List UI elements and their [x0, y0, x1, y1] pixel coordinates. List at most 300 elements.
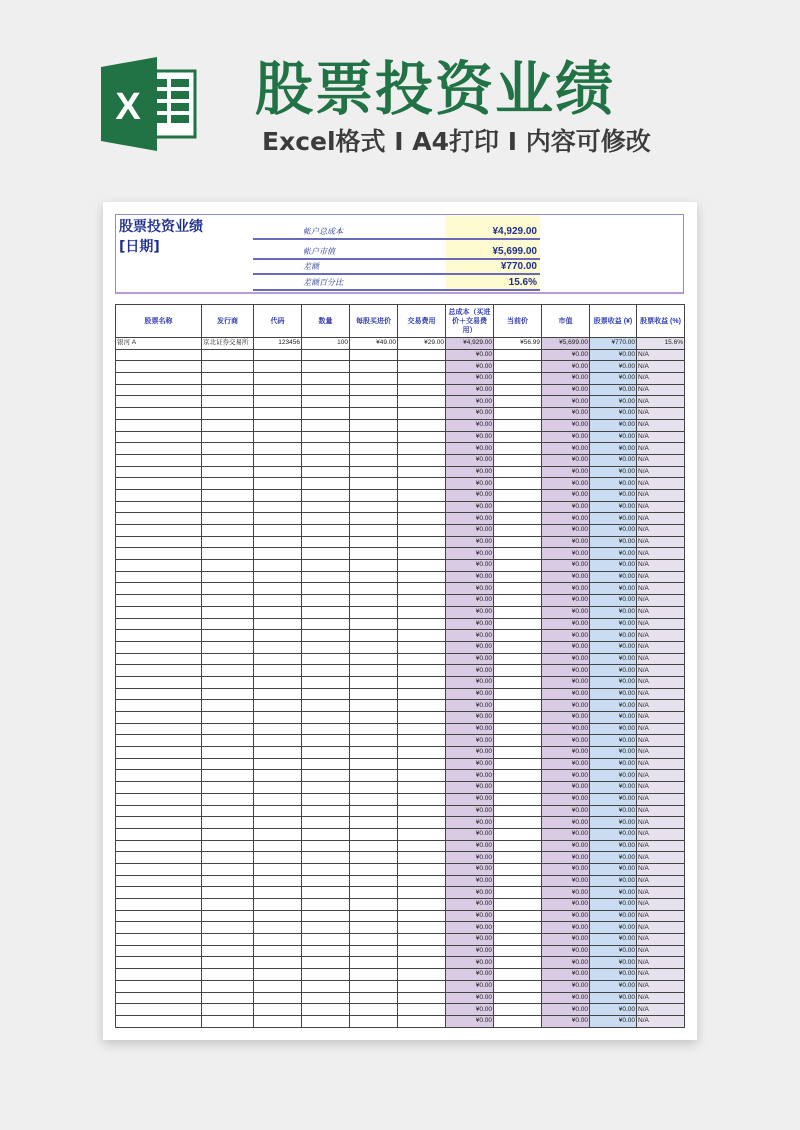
cell-market-value[interactable]: ¥0.00: [542, 910, 590, 922]
cell-gain-percent[interactable]: N/A: [637, 478, 685, 490]
cell-code[interactable]: [254, 969, 302, 981]
cell-current-price[interactable]: [494, 805, 542, 817]
cell-gain-percent[interactable]: N/A: [637, 595, 685, 607]
cell-total-cost[interactable]: ¥0.00: [446, 653, 494, 665]
cell-market-value[interactable]: ¥0.00: [542, 560, 590, 572]
cell-code[interactable]: [254, 980, 302, 992]
cell-current-price[interactable]: [494, 361, 542, 373]
cell-issuer[interactable]: [202, 758, 254, 770]
cell-issuer[interactable]: [202, 384, 254, 396]
cell-current-price[interactable]: [494, 606, 542, 618]
cell-buy-price[interactable]: [350, 758, 398, 770]
cell-stock-name[interactable]: [116, 934, 202, 946]
cell-buy-price[interactable]: [350, 852, 398, 864]
cell-code[interactable]: [254, 992, 302, 1004]
cell-total-cost[interactable]: ¥4,929.00: [446, 338, 494, 350]
cell-gain-percent[interactable]: N/A: [637, 665, 685, 677]
cell-buy-price[interactable]: [350, 782, 398, 794]
cell-market-value[interactable]: ¥0.00: [542, 1004, 590, 1016]
cell-issuer[interactable]: [202, 688, 254, 700]
cell-buy-price[interactable]: [350, 875, 398, 887]
cell-gain-amount[interactable]: ¥0.00: [590, 828, 637, 840]
cell-fee[interactable]: [398, 641, 446, 653]
cell-gain-percent[interactable]: N/A: [637, 735, 685, 747]
cell-code[interactable]: [254, 396, 302, 408]
cell-buy-price[interactable]: [350, 560, 398, 572]
cell-quantity[interactable]: [302, 560, 350, 572]
cell-fee[interactable]: [398, 349, 446, 361]
cell-stock-name[interactable]: [116, 688, 202, 700]
cell-gain-percent[interactable]: N/A: [637, 863, 685, 875]
cell-fee[interactable]: [398, 1004, 446, 1016]
cell-gain-amount[interactable]: ¥0.00: [590, 910, 637, 922]
cell-fee[interactable]: [398, 489, 446, 501]
cell-current-price[interactable]: [494, 723, 542, 735]
cell-market-value[interactable]: ¥0.00: [542, 793, 590, 805]
cell-fee[interactable]: [398, 583, 446, 595]
cell-stock-name[interactable]: [116, 373, 202, 385]
cell-quantity[interactable]: [302, 466, 350, 478]
cell-code[interactable]: [254, 712, 302, 724]
cell-buy-price[interactable]: [350, 735, 398, 747]
cell-fee[interactable]: [398, 700, 446, 712]
cell-buy-price[interactable]: [350, 922, 398, 934]
cell-market-value[interactable]: ¥0.00: [542, 688, 590, 700]
cell-issuer[interactable]: [202, 805, 254, 817]
cell-market-value[interactable]: ¥0.00: [542, 899, 590, 911]
cell-quantity[interactable]: [302, 396, 350, 408]
cell-stock-name[interactable]: [116, 560, 202, 572]
cell-fee[interactable]: [398, 782, 446, 794]
cell-gain-percent[interactable]: N/A: [637, 501, 685, 513]
cell-gain-percent[interactable]: N/A: [637, 875, 685, 887]
cell-issuer[interactable]: [202, 747, 254, 759]
cell-code[interactable]: [254, 525, 302, 537]
cell-code[interactable]: [254, 431, 302, 443]
header-current-price[interactable]: 当前价: [494, 305, 542, 338]
cell-stock-name[interactable]: [116, 747, 202, 759]
cell-current-price[interactable]: [494, 525, 542, 537]
cell-current-price[interactable]: [494, 747, 542, 759]
cell-gain-percent[interactable]: N/A: [637, 934, 685, 946]
cell-code[interactable]: [254, 595, 302, 607]
cell-gain-percent[interactable]: N/A: [637, 525, 685, 537]
cell-market-value[interactable]: ¥0.00: [542, 770, 590, 782]
cell-current-price[interactable]: [494, 910, 542, 922]
cell-fee[interactable]: [398, 747, 446, 759]
cell-total-cost[interactable]: ¥0.00: [446, 782, 494, 794]
cell-total-cost[interactable]: ¥0.00: [446, 349, 494, 361]
cell-current-price[interactable]: [494, 583, 542, 595]
cell-market-value[interactable]: ¥0.00: [542, 875, 590, 887]
cell-market-value[interactable]: ¥0.00: [542, 969, 590, 981]
cell-issuer[interactable]: [202, 560, 254, 572]
cell-stock-name[interactable]: [116, 443, 202, 455]
cell-code[interactable]: [254, 723, 302, 735]
cell-market-value[interactable]: ¥0.00: [542, 723, 590, 735]
cell-market-value[interactable]: ¥0.00: [542, 840, 590, 852]
cell-current-price[interactable]: [494, 817, 542, 829]
cell-issuer[interactable]: [202, 571, 254, 583]
cell-issuer[interactable]: [202, 828, 254, 840]
cell-fee[interactable]: [398, 653, 446, 665]
cell-market-value[interactable]: ¥0.00: [542, 805, 590, 817]
cell-gain-amount[interactable]: ¥0.00: [590, 361, 637, 373]
cell-issuer[interactable]: [202, 583, 254, 595]
cell-total-cost[interactable]: ¥0.00: [446, 828, 494, 840]
cell-market-value[interactable]: ¥0.00: [542, 478, 590, 490]
cell-code[interactable]: [254, 373, 302, 385]
cell-issuer[interactable]: [202, 910, 254, 922]
cell-total-cost[interactable]: ¥0.00: [446, 863, 494, 875]
cell-total-cost[interactable]: ¥0.00: [446, 934, 494, 946]
cell-issuer[interactable]: [202, 840, 254, 852]
cell-code[interactable]: [254, 817, 302, 829]
cell-buy-price[interactable]: [350, 606, 398, 618]
cell-code[interactable]: [254, 501, 302, 513]
cell-total-cost[interactable]: ¥0.00: [446, 852, 494, 864]
cell-stock-name[interactable]: [116, 489, 202, 501]
cell-issuer[interactable]: [202, 770, 254, 782]
cell-stock-name[interactable]: [116, 700, 202, 712]
cell-market-value[interactable]: ¥0.00: [542, 676, 590, 688]
cell-gain-amount[interactable]: ¥0.00: [590, 618, 637, 630]
cell-market-value[interactable]: ¥0.00: [542, 735, 590, 747]
cell-current-price[interactable]: [494, 793, 542, 805]
cell-code[interactable]: [254, 419, 302, 431]
cell-fee[interactable]: [398, 443, 446, 455]
cell-stock-name[interactable]: [116, 899, 202, 911]
cell-stock-name[interactable]: [116, 875, 202, 887]
cell-total-cost[interactable]: ¥0.00: [446, 361, 494, 373]
cell-current-price[interactable]: [494, 712, 542, 724]
cell-quantity[interactable]: [302, 934, 350, 946]
cell-stock-name[interactable]: [116, 431, 202, 443]
cell-gain-percent[interactable]: N/A: [637, 828, 685, 840]
cell-issuer[interactable]: [202, 501, 254, 513]
cell-current-price[interactable]: [494, 548, 542, 560]
cell-fee[interactable]: [398, 770, 446, 782]
cell-buy-price[interactable]: [350, 899, 398, 911]
cell-buy-price[interactable]: [350, 489, 398, 501]
cell-market-value[interactable]: ¥0.00: [542, 501, 590, 513]
cell-current-price[interactable]: [494, 595, 542, 607]
cell-buy-price[interactable]: [350, 431, 398, 443]
cell-buy-price[interactable]: [350, 712, 398, 724]
cell-gain-percent[interactable]: N/A: [637, 700, 685, 712]
cell-fee[interactable]: [398, 606, 446, 618]
cell-current-price[interactable]: [494, 887, 542, 899]
cell-quantity[interactable]: [302, 758, 350, 770]
cell-current-price[interactable]: [494, 852, 542, 864]
cell-fee[interactable]: [398, 595, 446, 607]
cell-gain-percent[interactable]: N/A: [637, 548, 685, 560]
cell-market-value[interactable]: ¥0.00: [542, 828, 590, 840]
cell-quantity[interactable]: [302, 770, 350, 782]
cell-total-cost[interactable]: ¥0.00: [446, 840, 494, 852]
cell-stock-name[interactable]: [116, 910, 202, 922]
cell-current-price[interactable]: [494, 840, 542, 852]
cell-code[interactable]: [254, 1015, 302, 1027]
cell-current-price[interactable]: [494, 501, 542, 513]
cell-current-price[interactable]: [494, 478, 542, 490]
cell-gain-percent[interactable]: N/A: [637, 922, 685, 934]
cell-gain-percent[interactable]: N/A: [637, 980, 685, 992]
cell-issuer[interactable]: [202, 980, 254, 992]
cell-buy-price[interactable]: [350, 992, 398, 1004]
cell-issuer[interactable]: [202, 782, 254, 794]
summary-title[interactable]: 股票投资业绩: [119, 219, 203, 235]
cell-issuer[interactable]: [202, 863, 254, 875]
cell-buy-price[interactable]: [350, 571, 398, 583]
cell-fee[interactable]: [398, 373, 446, 385]
cell-buy-price[interactable]: [350, 863, 398, 875]
cell-gain-amount[interactable]: ¥0.00: [590, 1015, 637, 1027]
cell-issuer[interactable]: [202, 618, 254, 630]
cell-stock-name[interactable]: [116, 922, 202, 934]
cell-quantity[interactable]: [302, 992, 350, 1004]
cell-quantity[interactable]: [302, 957, 350, 969]
cell-current-price[interactable]: [494, 735, 542, 747]
cell-stock-name[interactable]: [116, 723, 202, 735]
cell-issuer[interactable]: [202, 793, 254, 805]
cell-issuer[interactable]: [202, 419, 254, 431]
cell-market-value[interactable]: ¥0.00: [542, 489, 590, 501]
cell-stock-name[interactable]: [116, 641, 202, 653]
cell-fee[interactable]: [398, 384, 446, 396]
cell-gain-percent[interactable]: N/A: [637, 373, 685, 385]
cell-buy-price[interactable]: [350, 525, 398, 537]
cell-stock-name[interactable]: [116, 361, 202, 373]
cell-fee[interactable]: [398, 793, 446, 805]
cell-issuer[interactable]: [202, 536, 254, 548]
cell-total-cost[interactable]: ¥0.00: [446, 466, 494, 478]
cell-current-price[interactable]: [494, 466, 542, 478]
cell-gain-percent[interactable]: N/A: [637, 1015, 685, 1027]
cell-gain-percent[interactable]: N/A: [637, 969, 685, 981]
cell-fee[interactable]: [398, 957, 446, 969]
header-market-value[interactable]: 市值: [542, 305, 590, 338]
cell-fee[interactable]: [398, 548, 446, 560]
cell-buy-price[interactable]: [350, 700, 398, 712]
cell-gain-percent[interactable]: N/A: [637, 349, 685, 361]
cell-buy-price[interactable]: [350, 630, 398, 642]
cell-buy-price[interactable]: [350, 793, 398, 805]
cell-total-cost[interactable]: ¥0.00: [446, 700, 494, 712]
cell-buy-price[interactable]: [350, 828, 398, 840]
cell-market-value[interactable]: ¥0.00: [542, 700, 590, 712]
cell-fee[interactable]: [398, 887, 446, 899]
cell-gain-percent[interactable]: N/A: [637, 805, 685, 817]
cell-quantity[interactable]: [302, 641, 350, 653]
cell-current-price[interactable]: [494, 922, 542, 934]
cell-issuer[interactable]: [202, 945, 254, 957]
cell-buy-price[interactable]: [350, 384, 398, 396]
cell-quantity[interactable]: [302, 712, 350, 724]
cell-gain-amount[interactable]: ¥0.00: [590, 548, 637, 560]
cell-gain-percent[interactable]: N/A: [637, 747, 685, 759]
cell-buy-price[interactable]: [350, 723, 398, 735]
cell-gain-percent[interactable]: 15.6%: [637, 338, 685, 350]
cell-current-price[interactable]: [494, 899, 542, 911]
cell-quantity[interactable]: [302, 384, 350, 396]
cell-gain-amount[interactable]: ¥0.00: [590, 606, 637, 618]
cell-gain-amount[interactable]: ¥0.00: [590, 431, 637, 443]
cell-total-cost[interactable]: ¥0.00: [446, 630, 494, 642]
cell-code[interactable]: [254, 910, 302, 922]
cell-issuer[interactable]: [202, 349, 254, 361]
cell-gain-amount[interactable]: ¥0.00: [590, 408, 637, 420]
cell-gain-amount[interactable]: ¥0.00: [590, 852, 637, 864]
cell-market-value[interactable]: ¥0.00: [542, 583, 590, 595]
cell-gain-amount[interactable]: ¥0.00: [590, 373, 637, 385]
cell-buy-price[interactable]: [350, 408, 398, 420]
cell-gain-amount[interactable]: ¥0.00: [590, 454, 637, 466]
cell-gain-percent[interactable]: N/A: [637, 887, 685, 899]
cell-code[interactable]: [254, 536, 302, 548]
cell-stock-name[interactable]: [116, 583, 202, 595]
cell-stock-name[interactable]: [116, 1004, 202, 1016]
cell-buy-price[interactable]: [350, 688, 398, 700]
cell-issuer[interactable]: [202, 466, 254, 478]
cell-current-price[interactable]: [494, 431, 542, 443]
cell-current-price[interactable]: ¥56.99: [494, 338, 542, 350]
cell-current-price[interactable]: [494, 419, 542, 431]
cell-quantity[interactable]: [302, 583, 350, 595]
cell-issuer[interactable]: [202, 676, 254, 688]
cell-gain-percent[interactable]: N/A: [637, 712, 685, 724]
cell-quantity[interactable]: [302, 525, 350, 537]
cell-issuer[interactable]: [202, 875, 254, 887]
cell-issuer[interactable]: [202, 1015, 254, 1027]
cell-issuer[interactable]: [202, 922, 254, 934]
cell-quantity[interactable]: [302, 899, 350, 911]
cell-market-value[interactable]: ¥0.00: [542, 653, 590, 665]
cell-stock-name[interactable]: [116, 419, 202, 431]
cell-quantity[interactable]: [302, 863, 350, 875]
cell-market-value[interactable]: ¥0.00: [542, 641, 590, 653]
cell-market-value[interactable]: ¥0.00: [542, 1015, 590, 1027]
cell-gain-amount[interactable]: ¥0.00: [590, 817, 637, 829]
cell-fee[interactable]: [398, 478, 446, 490]
cell-gain-percent[interactable]: N/A: [637, 1004, 685, 1016]
cell-gain-amount[interactable]: ¥0.00: [590, 349, 637, 361]
cell-code[interactable]: [254, 560, 302, 572]
cell-market-value[interactable]: ¥0.00: [542, 758, 590, 770]
cell-gain-amount[interactable]: ¥0.00: [590, 525, 637, 537]
cell-current-price[interactable]: [494, 934, 542, 946]
cell-total-cost[interactable]: ¥0.00: [446, 992, 494, 1004]
cell-gain-percent[interactable]: N/A: [637, 641, 685, 653]
cell-market-value[interactable]: ¥0.00: [542, 595, 590, 607]
cell-gain-amount[interactable]: ¥0.00: [590, 653, 637, 665]
cell-total-cost[interactable]: ¥0.00: [446, 373, 494, 385]
cell-code[interactable]: [254, 793, 302, 805]
cell-issuer[interactable]: [202, 525, 254, 537]
cell-total-cost[interactable]: ¥0.00: [446, 910, 494, 922]
cell-issuer[interactable]: [202, 665, 254, 677]
cell-buy-price[interactable]: [350, 349, 398, 361]
cell-current-price[interactable]: [494, 373, 542, 385]
cell-stock-name[interactable]: [116, 478, 202, 490]
cell-code[interactable]: [254, 641, 302, 653]
cell-current-price[interactable]: [494, 384, 542, 396]
cell-quantity[interactable]: [302, 910, 350, 922]
cell-total-cost[interactable]: ¥0.00: [446, 525, 494, 537]
cell-total-cost[interactable]: ¥0.00: [446, 419, 494, 431]
cell-gain-amount[interactable]: ¥0.00: [590, 735, 637, 747]
cell-fee[interactable]: [398, 501, 446, 513]
cell-quantity[interactable]: [302, 454, 350, 466]
cell-stock-name[interactable]: [116, 852, 202, 864]
cell-stock-name[interactable]: [116, 782, 202, 794]
cell-total-cost[interactable]: ¥0.00: [446, 513, 494, 525]
cell-gain-amount[interactable]: ¥0.00: [590, 513, 637, 525]
cell-stock-name[interactable]: [116, 571, 202, 583]
cell-market-value[interactable]: ¥0.00: [542, 361, 590, 373]
cell-issuer[interactable]: [202, 735, 254, 747]
cell-quantity[interactable]: [302, 887, 350, 899]
cell-gain-percent[interactable]: N/A: [637, 408, 685, 420]
cell-gain-percent[interactable]: N/A: [637, 454, 685, 466]
cell-code[interactable]: [254, 676, 302, 688]
cell-buy-price[interactable]: [350, 583, 398, 595]
cell-fee[interactable]: [398, 863, 446, 875]
cell-gain-amount[interactable]: ¥0.00: [590, 887, 637, 899]
cell-current-price[interactable]: [494, 676, 542, 688]
cell-market-value[interactable]: ¥0.00: [542, 443, 590, 455]
cell-fee[interactable]: [398, 980, 446, 992]
cell-gain-percent[interactable]: N/A: [637, 419, 685, 431]
cell-stock-name[interactable]: [116, 536, 202, 548]
cell-total-cost[interactable]: ¥0.00: [446, 1004, 494, 1016]
cell-quantity[interactable]: [302, 747, 350, 759]
cell-current-price[interactable]: [494, 688, 542, 700]
cell-buy-price[interactable]: [350, 466, 398, 478]
cell-total-cost[interactable]: ¥0.00: [446, 431, 494, 443]
cell-current-price[interactable]: [494, 863, 542, 875]
header-fee[interactable]: 交易费用: [398, 305, 446, 338]
cell-fee[interactable]: [398, 419, 446, 431]
cell-issuer[interactable]: 京北证券交易所: [202, 338, 254, 350]
cell-code[interactable]: [254, 466, 302, 478]
cell-stock-name[interactable]: [116, 735, 202, 747]
cell-total-cost[interactable]: ¥0.00: [446, 770, 494, 782]
cell-issuer[interactable]: [202, 630, 254, 642]
cell-quantity[interactable]: [302, 875, 350, 887]
cell-quantity[interactable]: [302, 665, 350, 677]
cell-gain-percent[interactable]: N/A: [637, 840, 685, 852]
cell-market-value[interactable]: ¥0.00: [542, 957, 590, 969]
cell-market-value[interactable]: ¥0.00: [542, 431, 590, 443]
cell-code[interactable]: [254, 782, 302, 794]
cell-fee[interactable]: [398, 431, 446, 443]
cell-gain-percent[interactable]: N/A: [637, 489, 685, 501]
cell-buy-price[interactable]: [350, 770, 398, 782]
cell-issuer[interactable]: [202, 443, 254, 455]
cell-buy-price[interactable]: [350, 817, 398, 829]
cell-issuer[interactable]: [202, 817, 254, 829]
cell-market-value[interactable]: ¥0.00: [542, 863, 590, 875]
cell-code[interactable]: [254, 618, 302, 630]
cell-stock-name[interactable]: [116, 793, 202, 805]
cell-market-value[interactable]: ¥0.00: [542, 817, 590, 829]
cell-market-value[interactable]: ¥0.00: [542, 712, 590, 724]
cell-total-cost[interactable]: ¥0.00: [446, 969, 494, 981]
cell-quantity[interactable]: [302, 676, 350, 688]
header-code[interactable]: 代码: [254, 305, 302, 338]
cell-code[interactable]: [254, 361, 302, 373]
